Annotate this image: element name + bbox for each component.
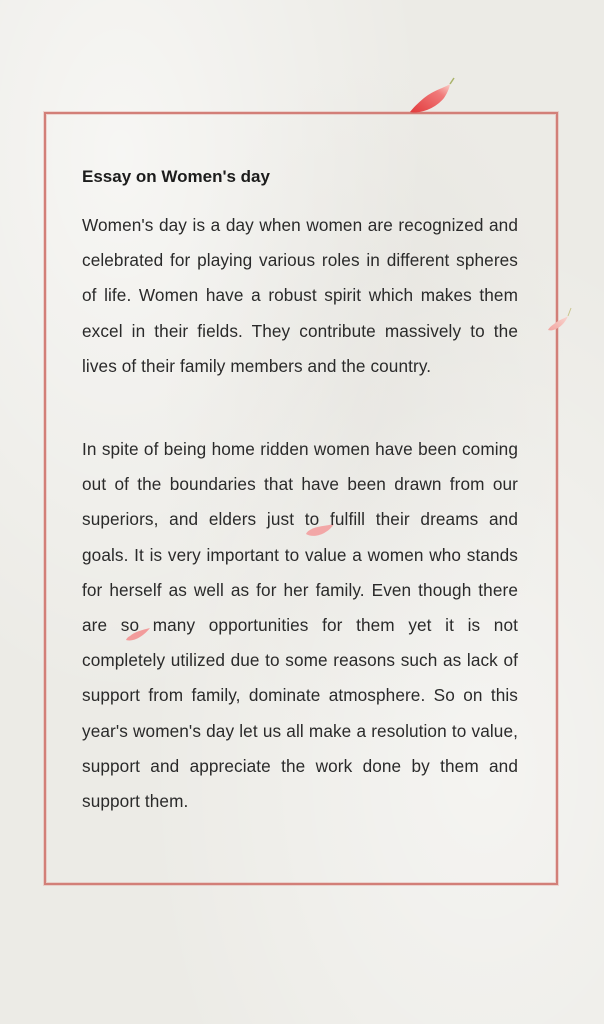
essay-paragraph-1: Women's day is a day when women are recognized and celebrated for playing various roles in different spheres of life. Women have a robust spirit which makes them excel in their fields. They contribute massively to the lives of their family members and the country. <box>82 215 518 376</box>
petal-top-decoration <box>404 76 456 120</box>
petal-right-decoration <box>544 304 574 336</box>
essay-paragraph-2: In spite of being home ridden women have been coming out of the boundaries that have been drawn from our superiors, and elders just to fulfill their dreams and goals. It is very important to value a women who stands for herself as well as for her family. Even though there are so many opportunities for them yet it is not completely utilized due to some reasons such as lack of support from family, dominate atmosphere. So on this year's women's day let us all make a resolution to value, support and appreciate the work done by them and support them. <box>82 439 518 812</box>
essay-title: Essay on Women's day <box>82 167 270 186</box>
